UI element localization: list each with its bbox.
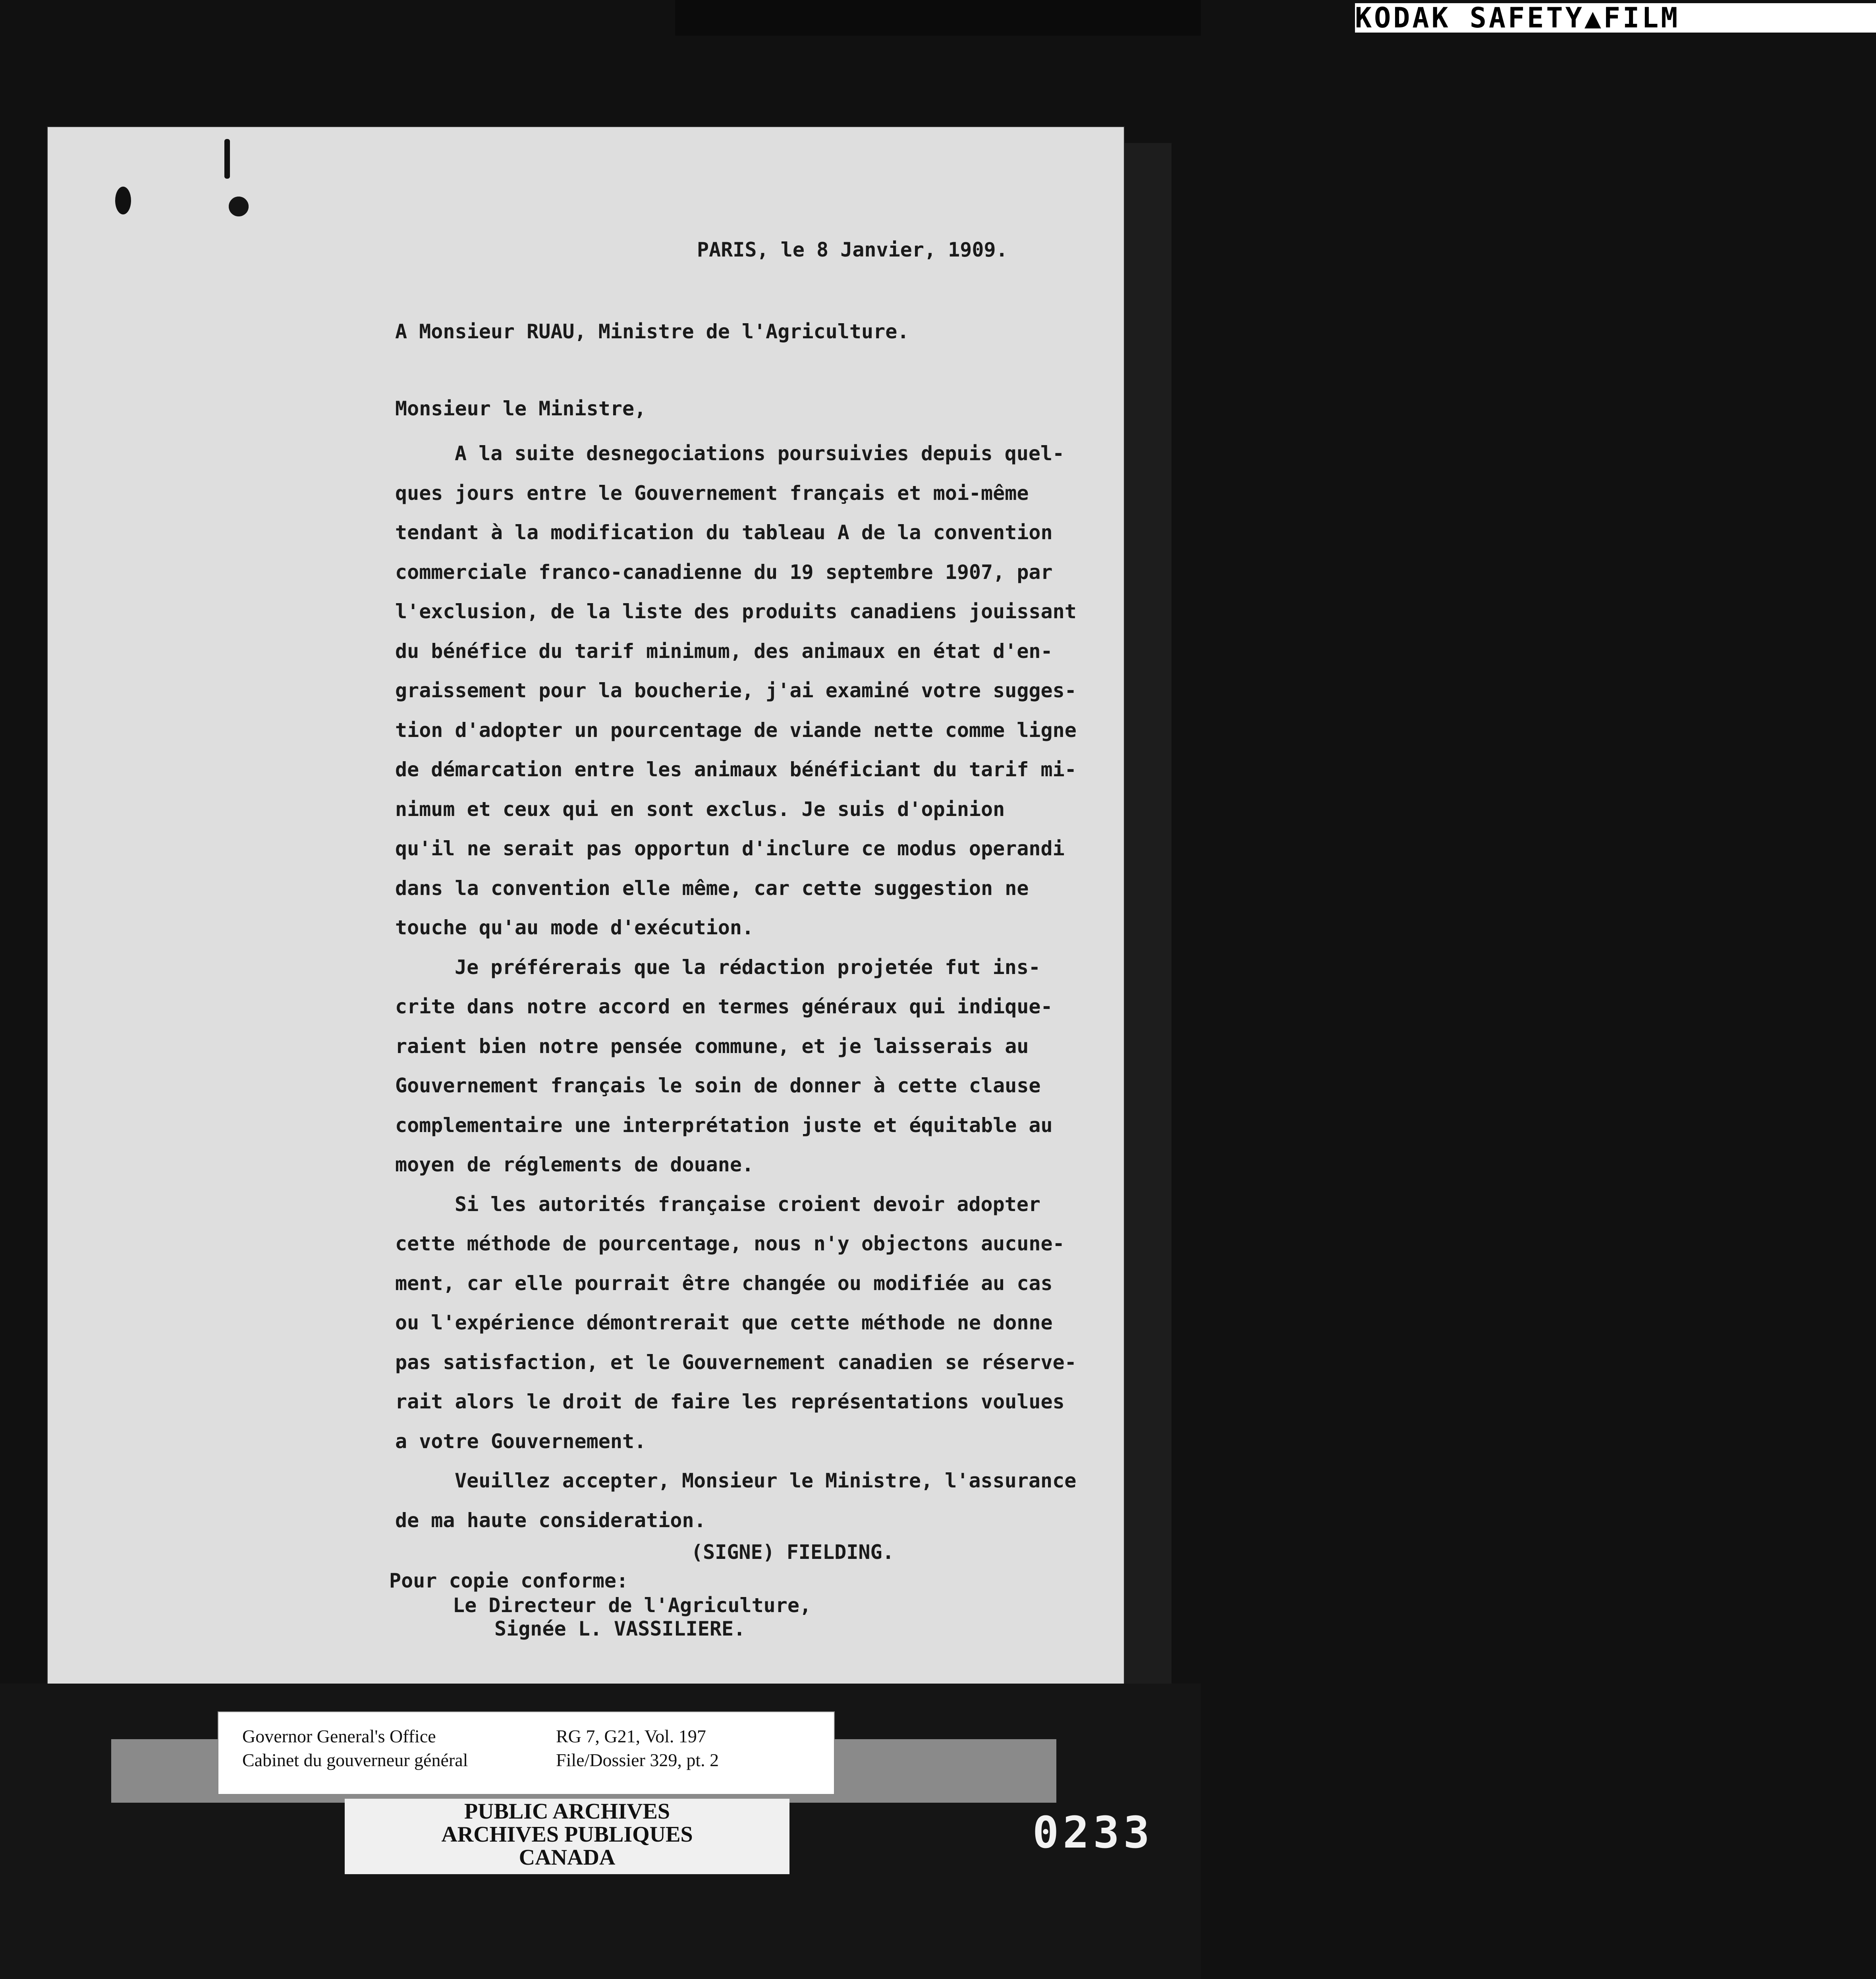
letter-body-line: de ma haute consideration. [395,1508,706,1532]
letter-body-line: Gouvernement français le soin de donner à cette clause [395,1074,1041,1097]
letter-body-line: tion d'adopter un pourcentage de viande nette comme ligne [395,718,1077,742]
letter-body-line: touche qu'au mode d'exécution. [395,916,754,939]
letter-body-line: graissement pour la boucherie, j'ai examiné votre sugges- [395,679,1077,702]
office-name-fr: Cabinet du gouverneur général [242,1750,468,1770]
punch-hole-mark [115,187,131,214]
letter-body-line: a votre Gouvernement. [395,1429,647,1453]
film-edge [675,0,1680,36]
punch-hole-ring [229,197,249,216]
letter-body-line: commerciale franco-canadienne du 19 septembre 1907, par [395,560,1053,584]
letter-body-line: Veuillez accepter, Monsieur le Ministre, l'assurance [455,1469,1077,1492]
office-name-en: Governor General's Office [242,1726,436,1746]
letter-body-line: dans la convention elle même, car cette suggestion ne [395,876,1029,900]
letter-body-line: moyen de réglements de douane. [395,1153,754,1176]
paper-shadow [1124,143,1172,1684]
archives-stamp-line-1: PUBLIC ARCHIVES [464,1799,670,1824]
letter-body-line: crite dans notre accord en termes généraux qui indique- [395,995,1053,1018]
letter-body-line: ment, car elle pourrait être changée ou modifiée au cas [395,1271,1053,1295]
archives-stamp-line-2: ARCHIVES PUBLIQUES [441,1822,693,1847]
copy-certification: Pour copie conforme: [389,1569,629,1592]
letter-body-line: pas satisfaction, et le Gouvernement canadien se réserve- [395,1350,1077,1374]
letter-body-line: de démarcation entre les animaux bénéficiant du tarif mi- [395,758,1077,781]
director-line: Le Directeur de l'Agriculture, [453,1594,812,1617]
letter-body-line: du bénéfice du tarif minimum, des animaux en état d'en- [395,639,1053,663]
signature-line: (SIGNE) FIELDING. [691,1541,894,1564]
letter-body-line: complementaire une interprétation juste et équitable au [395,1113,1053,1137]
archives-stamp-line-3: CANADA [519,1845,616,1870]
letter-body-line: raient bien notre pensée commune, et je laisserais au [395,1034,1029,1058]
letter-date: PARIS, le 8 Janvier, 1909. [697,238,1008,261]
file-dossier: File/Dossier 329, pt. 2 [556,1750,719,1770]
letter-body-line: rait alors le droit de faire les représentations voulues [395,1390,1065,1413]
frame-number: 0233 [1033,1807,1154,1858]
letter-body-line: qu'il ne serait pas opportun d'inclure ce modus operandi [395,837,1065,860]
letter-body [395,434,1077,1540]
letter-body-line: cette méthode de pourcentage, nous n'y objectons aucune- [395,1232,1065,1255]
letter-body-line: tendant à la modification du tableau A de la convention [395,521,1053,544]
letter-body-line: Je préférerais que la rédaction projetée fut ins- [455,955,1041,979]
signee-line: Signée L. VASSILIERE. [494,1617,746,1640]
letter-body-line: ques jours entre le Gouvernement français et moi-même [395,481,1029,505]
letter-body-line: Si les autorités française croient devoir adopter [455,1192,1041,1216]
public-archives-stamp [345,1799,789,1874]
record-group: RG 7, G21, Vol. 197 [556,1726,706,1746]
letter-addressee: A Monsieur RUAU, Ministre de l'Agriculture. [395,320,909,343]
letter-body-line: ou l'expérience démontrerait que cette méthode ne donne [395,1311,1053,1334]
letter-body-line: nimum et ceux qui en sont exclus. Je suis d'opinion [395,797,1005,821]
letter-salutation: Monsieur le Ministre, [395,397,647,420]
letter-body-line: l'exclusion, de la liste des produits canadiens jouissant [395,600,1077,623]
film-edge-label: KODAK SAFETY▲FILM [1355,3,1876,33]
ink-mark [224,139,230,179]
letter-body-line: A la suite desnegociations poursuivies depuis quel- [455,442,1065,465]
archive-reference-card [218,1711,835,1795]
